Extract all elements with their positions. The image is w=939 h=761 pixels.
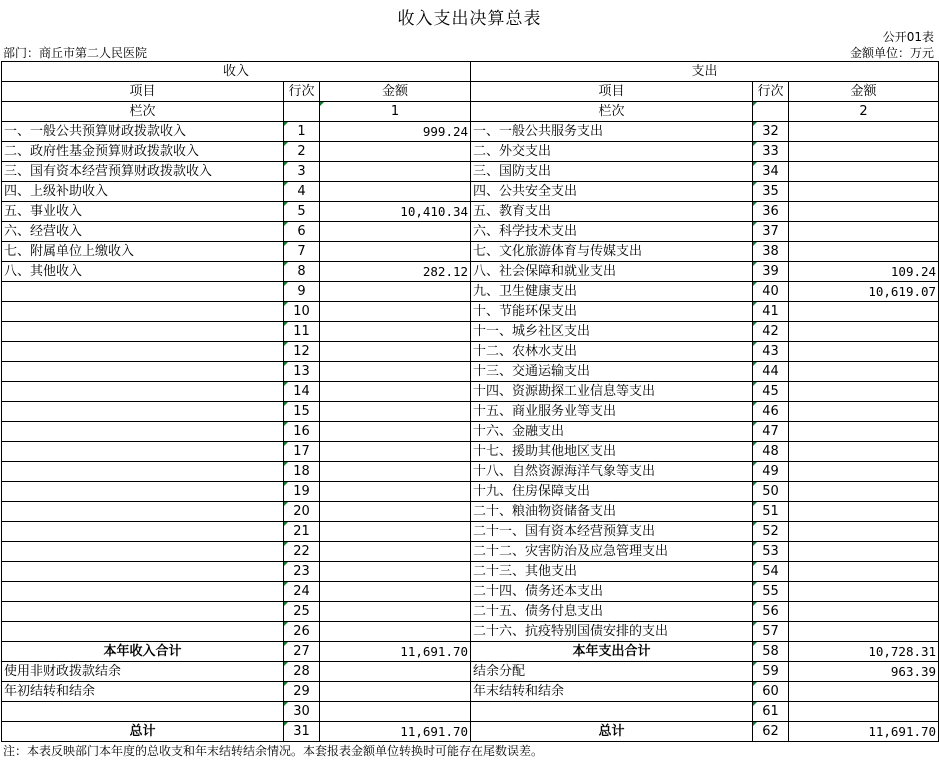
income-item bbox=[2, 622, 284, 642]
table-row bbox=[2, 582, 939, 602]
income-amount bbox=[320, 482, 471, 502]
income-amount-header: 金额 bbox=[320, 82, 471, 102]
expense-amount bbox=[789, 362, 939, 382]
income-line-no: 21 bbox=[284, 522, 320, 542]
expense-line-no: 36 bbox=[753, 202, 789, 222]
income-item: 年初结转和结余 bbox=[2, 682, 284, 702]
income-amount bbox=[320, 182, 471, 202]
expense-line-no: 50 bbox=[753, 482, 789, 502]
income-item bbox=[2, 482, 284, 502]
expense-line-no: 52 bbox=[753, 522, 789, 542]
table-row bbox=[2, 422, 939, 442]
income-item: 七、附属单位上缴收入 bbox=[2, 242, 284, 262]
income-amount bbox=[320, 322, 471, 342]
table-row bbox=[2, 482, 939, 502]
expense-line-no: 39 bbox=[753, 262, 789, 282]
table-row bbox=[2, 282, 939, 302]
income-item bbox=[2, 402, 284, 422]
expense-amount bbox=[789, 442, 939, 462]
expense-amount bbox=[789, 522, 939, 542]
expense-item: 本年支出合计 bbox=[471, 642, 753, 662]
income-line-blank bbox=[284, 102, 320, 122]
expense-amount bbox=[789, 682, 939, 702]
income-amount bbox=[320, 302, 471, 322]
income-amount bbox=[320, 342, 471, 362]
income-item bbox=[2, 542, 284, 562]
table-row bbox=[2, 182, 939, 202]
expense-line-blank bbox=[753, 102, 789, 122]
income-item: 本年收入合计 bbox=[2, 642, 284, 662]
income-line-no: 24 bbox=[284, 582, 320, 602]
income-amount bbox=[320, 402, 471, 422]
income-column-number: 1 bbox=[320, 102, 471, 122]
expense-line-no: 42 bbox=[753, 322, 789, 342]
income-line-no: 14 bbox=[284, 382, 320, 402]
expense-section-header: 支出 bbox=[471, 62, 939, 82]
expense-amount bbox=[789, 122, 939, 142]
income-item bbox=[2, 702, 284, 722]
income-amount bbox=[320, 242, 471, 262]
income-line-no: 13 bbox=[284, 362, 320, 382]
expense-amount: 10,619.07 bbox=[789, 282, 939, 302]
income-line-no: 26 bbox=[284, 622, 320, 642]
expense-item: 二、外交支出 bbox=[471, 142, 753, 162]
total-row bbox=[2, 722, 939, 742]
income-line-header: 行次 bbox=[284, 82, 320, 102]
expense-amount bbox=[789, 422, 939, 442]
expense-line-no: 57 bbox=[753, 622, 789, 642]
income-line-no: 25 bbox=[284, 602, 320, 622]
income-item: 三、国有资本经营预算财政拨款收入 bbox=[2, 162, 284, 182]
expense-line-no: 33 bbox=[753, 142, 789, 162]
expense-item: 十六、金融支出 bbox=[471, 422, 753, 442]
expense-item: 年末结转和结余 bbox=[471, 682, 753, 702]
summary-table bbox=[1, 61, 939, 742]
income-amount: 282.12 bbox=[320, 262, 471, 282]
expense-amount bbox=[789, 482, 939, 502]
expense-item: 二十一、国有资本经营预算支出 bbox=[471, 522, 753, 542]
income-item bbox=[2, 602, 284, 622]
income-item bbox=[2, 522, 284, 542]
section-header-row bbox=[2, 62, 939, 82]
income-amount bbox=[320, 522, 471, 542]
expense-amount bbox=[789, 302, 939, 322]
income-amount bbox=[320, 162, 471, 182]
income-line-no: 8 bbox=[284, 262, 320, 282]
income-line-no: 19 bbox=[284, 482, 320, 502]
income-amount: 11,691.70 bbox=[320, 722, 471, 742]
expense-item: 四、公共安全支出 bbox=[471, 182, 753, 202]
expense-amount bbox=[789, 242, 939, 262]
expense-item: 十一、城乡社区支出 bbox=[471, 322, 753, 342]
expense-item: 十九、住房保障支出 bbox=[471, 482, 753, 502]
table-row bbox=[2, 222, 939, 242]
expense-amount bbox=[789, 622, 939, 642]
expense-line-no: 51 bbox=[753, 502, 789, 522]
expense-amount bbox=[789, 462, 939, 482]
expense-line-no: 59 bbox=[753, 662, 789, 682]
expense-line-no: 62 bbox=[753, 722, 789, 742]
income-line-no: 30 bbox=[284, 702, 320, 722]
income-line-no: 9 bbox=[284, 282, 320, 302]
income-amount bbox=[320, 422, 471, 442]
expense-line-no: 49 bbox=[753, 462, 789, 482]
expense-amount: 10,728.31 bbox=[789, 642, 939, 662]
column-number-row bbox=[2, 102, 939, 122]
income-item: 一、一般公共预算财政拨款收入 bbox=[2, 122, 284, 142]
income-item bbox=[2, 462, 284, 482]
expense-item: 二十三、其他支出 bbox=[471, 562, 753, 582]
table-row bbox=[2, 262, 939, 282]
table-row bbox=[2, 322, 939, 342]
income-column-label: 栏次 bbox=[2, 102, 284, 122]
table-row bbox=[2, 462, 939, 482]
expense-item: 十八、自然资源海洋气象等支出 bbox=[471, 462, 753, 482]
income-item bbox=[2, 342, 284, 362]
table-row bbox=[2, 502, 939, 522]
income-item: 五、事业收入 bbox=[2, 202, 284, 222]
income-amount: 11,691.70 bbox=[320, 642, 471, 662]
expense-line-no: 34 bbox=[753, 162, 789, 182]
income-line-no: 22 bbox=[284, 542, 320, 562]
column-header-row bbox=[2, 82, 939, 102]
table-row bbox=[2, 242, 939, 262]
expense-item: 七、文化旅游体育与传媒支出 bbox=[471, 242, 753, 262]
expense-item: 总计 bbox=[471, 722, 753, 742]
table-row bbox=[2, 602, 939, 622]
income-item: 二、政府性基金预算财政拨款收入 bbox=[2, 142, 284, 162]
income-item bbox=[2, 442, 284, 462]
expense-line-no: 53 bbox=[753, 542, 789, 562]
expense-amount bbox=[789, 222, 939, 242]
table-row bbox=[2, 142, 939, 162]
expense-line-no: 38 bbox=[753, 242, 789, 262]
income-item bbox=[2, 422, 284, 442]
expense-line-no: 47 bbox=[753, 422, 789, 442]
income-amount bbox=[320, 362, 471, 382]
expense-amount bbox=[789, 562, 939, 582]
expense-line-no: 58 bbox=[753, 642, 789, 662]
expense-item bbox=[471, 702, 753, 722]
income-amount bbox=[320, 702, 471, 722]
expense-item: 五、教育支出 bbox=[471, 202, 753, 222]
expense-line-no: 32 bbox=[753, 122, 789, 142]
expense-item: 一、一般公共服务支出 bbox=[471, 122, 753, 142]
expense-line-no: 40 bbox=[753, 282, 789, 302]
income-line-no: 15 bbox=[284, 402, 320, 422]
expense-item: 十三、交通运输支出 bbox=[471, 362, 753, 382]
expense-line-no: 37 bbox=[753, 222, 789, 242]
expense-line-no: 56 bbox=[753, 602, 789, 622]
income-item bbox=[2, 302, 284, 322]
expense-line-no: 54 bbox=[753, 562, 789, 582]
income-line-no: 20 bbox=[284, 502, 320, 522]
table-row bbox=[2, 302, 939, 322]
table-row bbox=[2, 442, 939, 462]
income-item bbox=[2, 502, 284, 522]
expense-line-no: 35 bbox=[753, 182, 789, 202]
subtotal-row bbox=[2, 642, 939, 662]
income-line-no: 23 bbox=[284, 562, 320, 582]
expense-line-no: 44 bbox=[753, 362, 789, 382]
income-item bbox=[2, 322, 284, 342]
expense-amount bbox=[789, 542, 939, 562]
expense-line-no: 43 bbox=[753, 342, 789, 362]
income-section-header: 收入 bbox=[2, 62, 471, 82]
expense-amount: 11,691.70 bbox=[789, 722, 939, 742]
table-code: 公开01表 bbox=[882, 30, 934, 44]
table-row bbox=[2, 542, 939, 562]
footnote: 注：本表反映部门本年度的总收支和年末结转结余情况。本套报表金额单位转换时可能存在尾数误差。 bbox=[3, 744, 544, 758]
expense-item: 十五、商业服务业等支出 bbox=[471, 402, 753, 422]
table-row bbox=[2, 562, 939, 582]
expense-item: 十二、农林水支出 bbox=[471, 342, 753, 362]
expense-item: 二十六、抗疫特别国债安排的支出 bbox=[471, 622, 753, 642]
income-line-no: 18 bbox=[284, 462, 320, 482]
income-line-no: 7 bbox=[284, 242, 320, 262]
expense-line-no: 55 bbox=[753, 582, 789, 602]
expense-item: 十七、援助其他地区支出 bbox=[471, 442, 753, 462]
table-row bbox=[2, 702, 939, 722]
table-row bbox=[2, 682, 939, 702]
expense-amount bbox=[789, 162, 939, 182]
expense-amount: 963.39 bbox=[789, 662, 939, 682]
table-row bbox=[2, 522, 939, 542]
expense-item: 二十二、灾害防治及应急管理支出 bbox=[471, 542, 753, 562]
income-line-no: 28 bbox=[284, 662, 320, 682]
expense-column-number: 2 bbox=[789, 102, 939, 122]
table-row bbox=[2, 122, 939, 142]
income-amount bbox=[320, 502, 471, 522]
income-amount: 999.24 bbox=[320, 122, 471, 142]
table-row bbox=[2, 662, 939, 682]
expense-line-no: 61 bbox=[753, 702, 789, 722]
expense-amount bbox=[789, 342, 939, 362]
table-row bbox=[2, 622, 939, 642]
income-line-no: 5 bbox=[284, 202, 320, 222]
income-line-no: 29 bbox=[284, 682, 320, 702]
income-line-no: 6 bbox=[284, 222, 320, 242]
income-amount bbox=[320, 222, 471, 242]
expense-amount bbox=[789, 382, 939, 402]
income-line-no: 10 bbox=[284, 302, 320, 322]
income-item-header: 项目 bbox=[2, 82, 284, 102]
income-item bbox=[2, 382, 284, 402]
expense-item: 六、科学技术支出 bbox=[471, 222, 753, 242]
expense-item: 二十五、债务付息支出 bbox=[471, 602, 753, 622]
expense-item: 九、卫生健康支出 bbox=[471, 282, 753, 302]
income-item: 六、经营收入 bbox=[2, 222, 284, 242]
income-amount bbox=[320, 282, 471, 302]
expense-item: 八、社会保障和就业支出 bbox=[471, 262, 753, 282]
income-amount bbox=[320, 462, 471, 482]
expense-amount bbox=[789, 202, 939, 222]
income-item: 四、上级补助收入 bbox=[2, 182, 284, 202]
expense-line-header: 行次 bbox=[753, 82, 789, 102]
income-item: 八、其他收入 bbox=[2, 262, 284, 282]
expense-line-no: 41 bbox=[753, 302, 789, 322]
income-amount bbox=[320, 622, 471, 642]
expense-item: 二十、粮油物资储备支出 bbox=[471, 502, 753, 522]
income-amount bbox=[320, 602, 471, 622]
amount-unit-label: 金额单位：万元 bbox=[849, 46, 934, 60]
expense-item: 结余分配 bbox=[471, 662, 753, 682]
expense-amount bbox=[789, 182, 939, 202]
expense-amount: 109.24 bbox=[789, 262, 939, 282]
table-row bbox=[2, 342, 939, 362]
table-row bbox=[2, 402, 939, 422]
expense-line-no: 60 bbox=[753, 682, 789, 702]
expense-amount bbox=[789, 702, 939, 722]
income-item: 使用非财政拨款结余 bbox=[2, 662, 284, 682]
income-line-no: 3 bbox=[284, 162, 320, 182]
income-line-no: 17 bbox=[284, 442, 320, 462]
income-amount bbox=[320, 662, 471, 682]
income-amount: 10,410.34 bbox=[320, 202, 471, 222]
table-row bbox=[2, 162, 939, 182]
income-amount bbox=[320, 542, 471, 562]
income-amount bbox=[320, 442, 471, 462]
income-line-no: 2 bbox=[284, 142, 320, 162]
department-label: 部门：商丘市第二人民医院 bbox=[3, 46, 148, 60]
income-item bbox=[2, 582, 284, 602]
expense-amount bbox=[789, 322, 939, 342]
income-amount bbox=[320, 142, 471, 162]
income-line-no: 11 bbox=[284, 322, 320, 342]
table-row bbox=[2, 382, 939, 402]
income-line-no: 27 bbox=[284, 642, 320, 662]
table-row bbox=[2, 362, 939, 382]
expense-amount-header: 金额 bbox=[789, 82, 939, 102]
income-line-no: 16 bbox=[284, 422, 320, 442]
expense-item: 三、国防支出 bbox=[471, 162, 753, 182]
income-item bbox=[2, 562, 284, 582]
expense-amount bbox=[789, 402, 939, 422]
income-item bbox=[2, 362, 284, 382]
expense-amount bbox=[789, 142, 939, 162]
expense-amount bbox=[789, 602, 939, 622]
expense-item: 二十四、债务还本支出 bbox=[471, 582, 753, 602]
income-line-no: 1 bbox=[284, 122, 320, 142]
income-amount bbox=[320, 382, 471, 402]
income-amount bbox=[320, 582, 471, 602]
income-item bbox=[2, 282, 284, 302]
expense-item: 十、节能环保支出 bbox=[471, 302, 753, 322]
expense-column-label: 栏次 bbox=[471, 102, 753, 122]
expense-line-no: 46 bbox=[753, 402, 789, 422]
income-amount bbox=[320, 682, 471, 702]
expense-line-no: 45 bbox=[753, 382, 789, 402]
expense-amount bbox=[789, 502, 939, 522]
expense-item-header: 项目 bbox=[471, 82, 753, 102]
income-amount bbox=[320, 562, 471, 582]
expense-line-no: 48 bbox=[753, 442, 789, 462]
income-line-no: 12 bbox=[284, 342, 320, 362]
expense-amount bbox=[789, 582, 939, 602]
income-line-no: 4 bbox=[284, 182, 320, 202]
income-line-no: 31 bbox=[284, 722, 320, 742]
table-row bbox=[2, 202, 939, 222]
report-title: 收入支出决算总表 bbox=[397, 9, 542, 29]
expense-item: 十四、资源勘探工业信息等支出 bbox=[471, 382, 753, 402]
income-item: 总计 bbox=[2, 722, 284, 742]
